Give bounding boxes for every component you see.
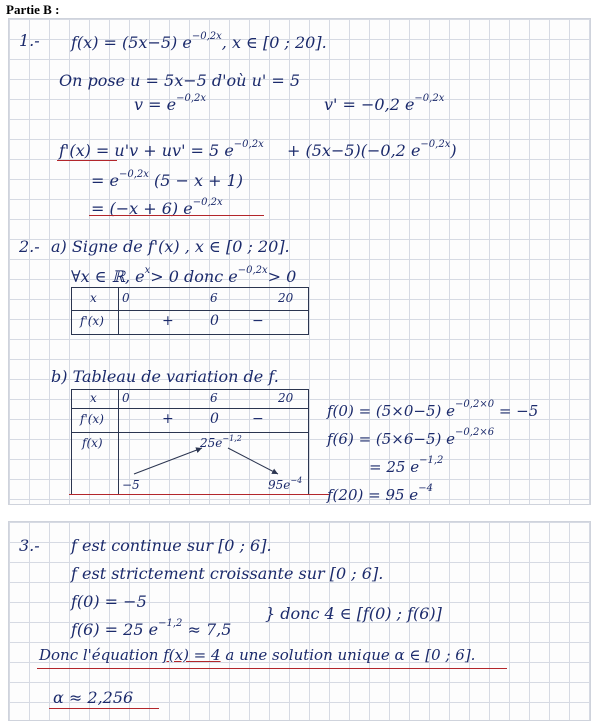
sign-table-x20: 20 — [278, 291, 294, 305]
variation-f-label: f(x) — [82, 436, 103, 450]
variation-plus: + — [162, 411, 174, 427]
variation-min-left: −5 — [122, 478, 140, 492]
variation-zero: 0 — [210, 411, 219, 427]
q2a-heading: a) Signe de f'(x) , x ∈ [0 ; 20]. — [51, 237, 290, 256]
variation-fprime-label: f'(x) — [80, 412, 104, 426]
increasing-arrow — [134, 448, 202, 474]
q3-monotonic: f est strictement croissante sur [0 ; 6]. — [71, 564, 384, 583]
sign-table-zero: 0 — [210, 313, 219, 329]
q3-f6: f(6) = 25 $e^{-1,2} \approx 7,5$ — [71, 618, 232, 639]
q1-derivative-result: = (−x + 6) $e^{-0,2x}$ — [91, 197, 223, 218]
q2b-heading: b) Tableau de variation de f. — [51, 367, 279, 386]
variation-minus: − — [252, 411, 264, 427]
variation-x20: 20 — [278, 391, 294, 405]
q3-f0: f(0) = −5 — [71, 592, 147, 611]
q1-v-derivative: v' = −0,2 $e^{-0,2x}$ — [324, 93, 445, 114]
variation-x0: 0 — [122, 391, 130, 405]
q3-interval-conclusion: } donc 4 ∈ [f(0) ; f(6)] — [265, 604, 442, 623]
variation-arrows — [72, 390, 308, 494]
alpha-underline — [49, 708, 159, 709]
calc-f20: f(20) = 95 $e^{-4}$ — [327, 483, 433, 504]
variation-table — [71, 389, 309, 495]
q1-v-definition: $v = e^{-0,2x}$ — [134, 93, 207, 114]
fprime-underline — [57, 160, 117, 161]
sign-table-x-label: x — [90, 291, 97, 305]
q1-derivative-line1: f'(x) = u'v + uv' = 5 $e^{-0,2x}$ — [59, 139, 264, 160]
page-title: Partie B : — [6, 2, 60, 17]
table-underline — [69, 494, 329, 495]
variation-x-label: x — [90, 391, 97, 405]
calc-f6: f(6) = (5×6−5) $e^{-0,2\times 6}$ — [327, 427, 495, 448]
sign-table — [71, 287, 309, 335]
q1-derivative-line1-right: + (5x−5)(−0,2 $e^{-0,2x}$) — [287, 139, 457, 160]
variation-min-right: $95e^{-4}$ — [268, 476, 303, 492]
variation-x6: 6 — [210, 391, 218, 405]
q1-function-definition: f(x) = (5x−5) $e^{-0,2x}$, x ∈ [0 ; 20]. — [71, 31, 327, 52]
sign-table-minus: − — [252, 313, 264, 329]
q3-conclusion: Donc l'équation f(x) = 4 a une solution unique α ∈ [0 ; 6]. — [39, 646, 476, 664]
sign-table-plus: + — [162, 313, 174, 329]
q1-number: 1.- — [19, 31, 40, 50]
q1-derivative-line2: = $e^{-0,2x}$ (5 − x + 1) — [91, 169, 244, 190]
q3-number: 3.- — [19, 536, 40, 555]
q2a-exponential-positive: ∀x ∈ ℝ, $e^x> 0$ donc $e^{-0,2x}> 0$ — [71, 265, 297, 286]
q3-continuity: f est continue sur [0 ; 6]. — [71, 536, 272, 555]
q1-pose-line: On pose u = 5x−5 d'où u' = 5 — [59, 71, 301, 90]
result-underline — [89, 215, 264, 216]
sign-table-x6: 6 — [210, 291, 218, 305]
sign-table-fprime-label: f'(x) — [80, 314, 104, 328]
calc-f6-value: = 25 $e^{-1,2}$ — [369, 455, 444, 476]
grid-sheet-question-3 — [8, 521, 591, 721]
sign-table-x0: 0 — [122, 291, 130, 305]
q3-alpha-value: α ≈ 2,256 — [53, 688, 134, 707]
decreasing-arrow — [228, 448, 278, 474]
grid-sheet-questions-1-2 — [8, 18, 591, 505]
conclusion-underline — [37, 668, 507, 669]
calc-f0: f(0) = (5×0−5) $e^{-0,2\times 0} = -5$ — [327, 399, 539, 420]
q2-number: 2.- — [19, 237, 40, 256]
variation-maximum: $25e^{-1,2}$ — [200, 434, 242, 450]
